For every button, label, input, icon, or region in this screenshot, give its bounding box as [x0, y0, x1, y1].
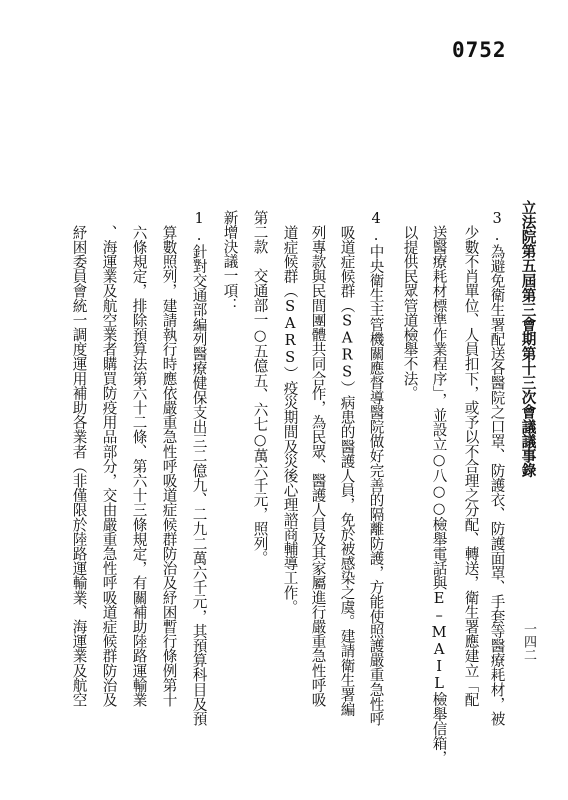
running-header: 立法院第五屆第三會期第十三次會議議事錄 [519, 200, 537, 478]
text-column: 列專款與民間團體共同合作，為民眾、醫護人員及其家屬進行嚴重急性呼吸 [309, 225, 327, 707]
text-column: 、海運業及航空業者購買防疫用品部分，交由嚴重急性呼吸道症候群防治及 [100, 225, 118, 707]
folio-page-number: 一四二 [521, 622, 536, 661]
text-column: 少數不肖單位、人員扣下，或予以不合理之分配、轉送，衛生署應建立「配 [462, 225, 480, 707]
page-number: 0752 [452, 38, 507, 62]
text-column: 新增決議一項： [221, 210, 239, 313]
text-column: 道症候群（SARS）疫災期間及災後心理諮商輔導工作。 [281, 225, 299, 615]
text-column: 1.針對交通部編列醫療健保支出三二億九、二九二萬六千元，其預算科目及預 [190, 210, 208, 726]
text-column: 以提供民眾管道檢舉不法。 [401, 225, 419, 401]
text-column: 3.為避免衛生署配送各醫院之口罩、防護衣、防護面罩、手套等醫療耗材，被 [488, 210, 506, 726]
text-column: 送醫療耗材標準作業程序」，並設立○八○○檢舉電話與E–MAIL檢舉信箱， [430, 225, 448, 765]
text-column: 紓困委員會統一調度運用補助各業者（非僅限於陸路運輸業、海運業及航空 [70, 225, 88, 707]
text-column: 算數照列，建請執行時應依嚴重急性呼吸道症候群防治及紓困暫行條例第十 [160, 225, 178, 707]
text-column: 4.中央衛生主管機關應督導醫院做好完善的隔離防護，方能使照護嚴重急性呼 [367, 210, 385, 726]
text-column: 六條規定，排除預算法第六十二條、第六十三條規定，有關補助陸路運輸業 [130, 225, 148, 707]
text-column: 吸道症候群（SARS）病患的醫護人員，免於被感染之虞。建請衛生署編 [338, 225, 356, 717]
text-column: 第二款 交通部一○五億五、六七○萬六千元，照列。 [251, 210, 269, 566]
